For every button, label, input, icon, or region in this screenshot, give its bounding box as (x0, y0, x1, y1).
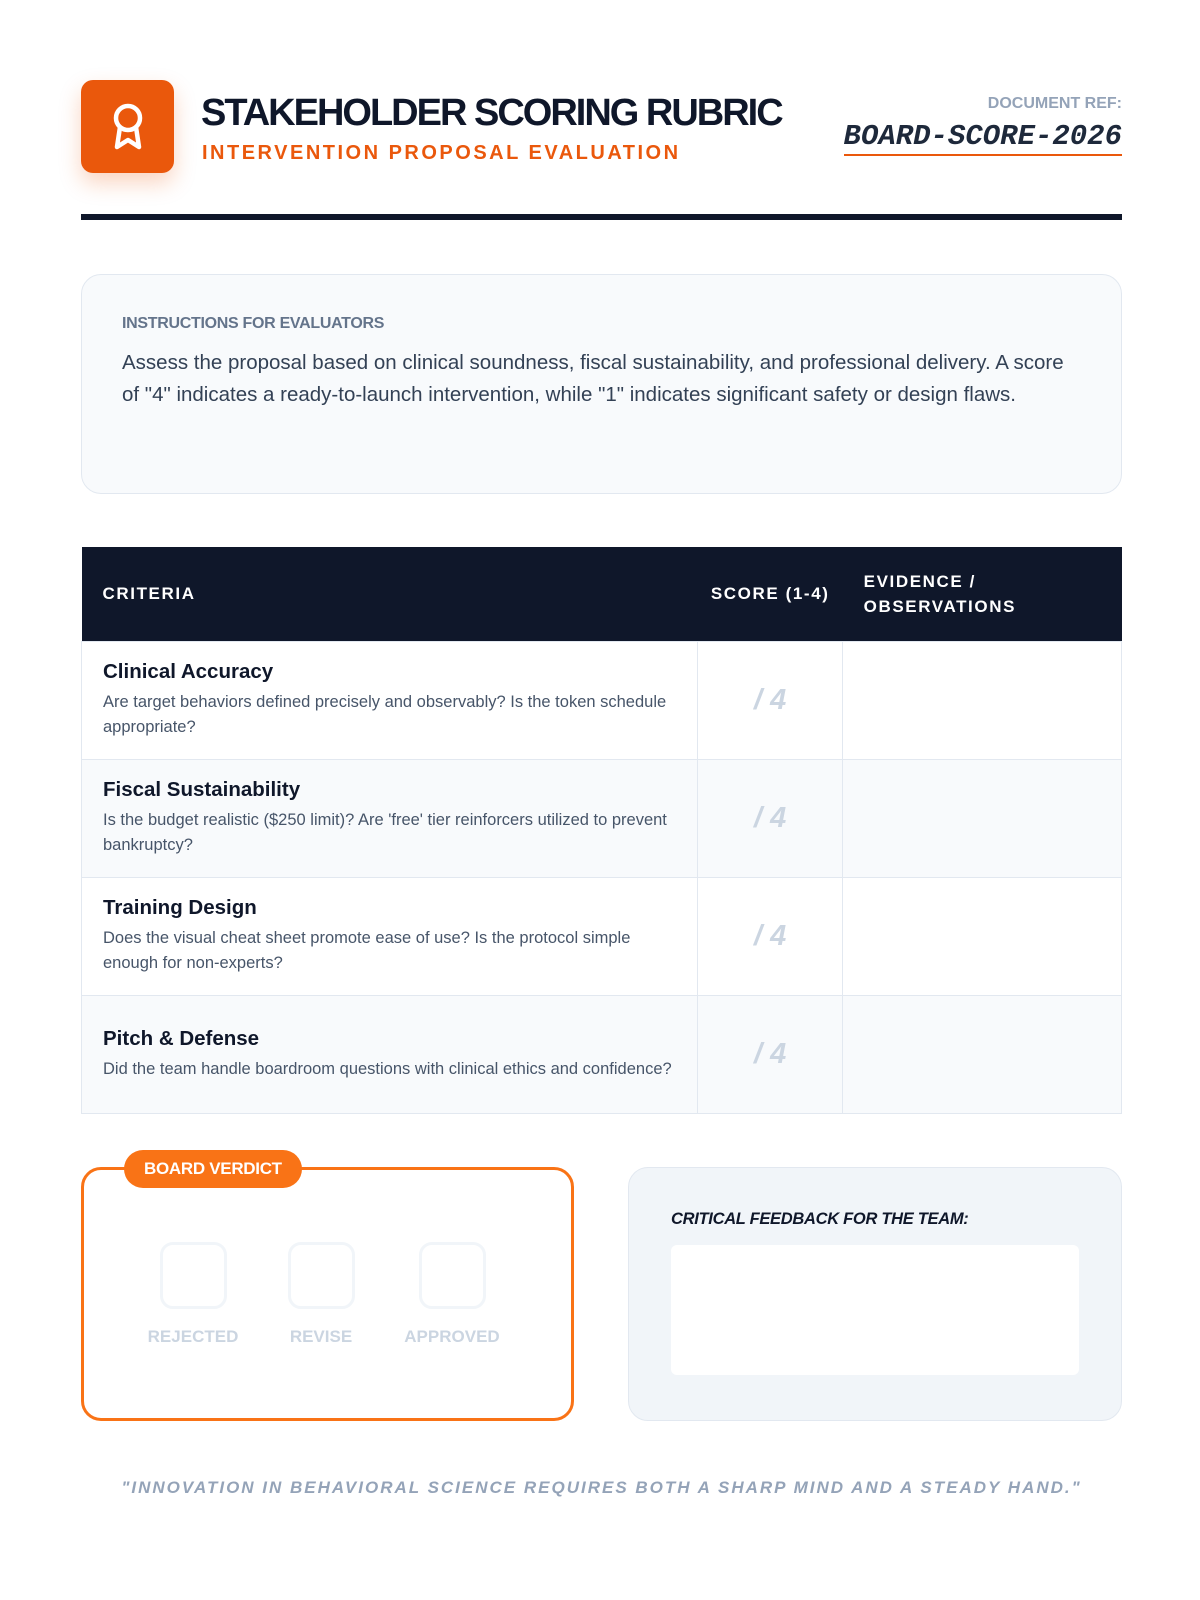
evidence-field[interactable] (843, 641, 1122, 759)
criteria-description: Is the budget realistic ($250 limit)? Are 'free' tier reinforcers utilized to prevent bankruptcy? (103, 811, 667, 854)
score-field[interactable]: / 4 (698, 877, 843, 995)
criteria-cell (82, 877, 698, 995)
criteria-description: Are target behaviors defined precisely and observably? Is the token schedule appropriate? (103, 693, 667, 736)
header-score: SCORE (1-4) (698, 547, 843, 641)
rubric-page (81, 80, 1122, 1497)
criteria-name: Fiscal Sustainability (103, 778, 301, 801)
instructions-panel (81, 274, 1122, 494)
criteria-name: Training Design (103, 896, 257, 919)
feedback-title: CRITICAL FEEDBACK FOR THE TEAM: (671, 1210, 969, 1228)
evidence-field[interactable] (843, 995, 1122, 1113)
score-field[interactable]: / 4 (698, 759, 843, 877)
criteria-name: Pitch & Defense (103, 1026, 260, 1050)
doc-ref-label: DOCUMENT REF: (987, 95, 1122, 112)
scoring-table (81, 547, 1122, 1114)
document-header (81, 80, 1122, 220)
evidence-field[interactable] (843, 759, 1122, 877)
rejected-label: REJECTED (147, 1327, 239, 1346)
criteria-description: Does the visual cheat sheet promote ease of use? Is the protocol simple enough for non-experts? (103, 929, 631, 972)
rejected-checkbox[interactable] (160, 1242, 227, 1309)
verdict-option-approved[interactable] (402, 1242, 502, 1347)
page-subtitle: INTERVENTION PROPOSAL EVALUATION (202, 142, 681, 164)
feedback-panel (628, 1167, 1122, 1421)
instructions-title: INSTRUCTIONS FOR EVALUATORS (122, 315, 385, 332)
verdict-option-rejected[interactable] (143, 1242, 243, 1347)
score-field[interactable]: / 4 (698, 995, 843, 1113)
award-ribbon-icon (109, 102, 147, 152)
revise-checkbox[interactable] (288, 1242, 355, 1309)
header-criteria: CRITERIA (82, 547, 698, 641)
page-title: STAKEHOLDER SCORING RUBRIC (201, 92, 782, 134)
criteria-cell (82, 995, 698, 1113)
approved-label: APPROVED (404, 1327, 500, 1346)
table-row (82, 641, 1122, 759)
score-field[interactable]: / 4 (698, 641, 843, 759)
board-verdict-panel (81, 1159, 574, 1421)
table-row (82, 995, 1122, 1113)
criteria-description: Did the team handle boardroom questions with clinical ethics and confidence? (103, 1059, 672, 1078)
evidence-field[interactable] (843, 877, 1122, 995)
doc-ref-value: BOARD-SCORE-2026 (844, 120, 1122, 156)
logo-badge (81, 80, 174, 173)
verdict-option-revise[interactable] (271, 1242, 371, 1347)
criteria-cell (82, 759, 698, 877)
table-row (82, 759, 1122, 877)
header-divider (81, 214, 1122, 220)
header-evidence: EVIDENCE / OBSERVATIONS (843, 547, 1122, 641)
criteria-name: Clinical Accuracy (103, 660, 274, 683)
instructions-body: Assess the proposal based on clinical soundness, fiscal sustainability, and professional delivery. A score of "4" indicates a ready-to-launch intervention, while "1" indicates significant safety or design flaws. (122, 351, 1064, 406)
criteria-cell (82, 641, 698, 759)
footer-quote: "INNOVATION IN BEHAVIORAL SCIENCE REQUIRES BOTH A SHARP MIND AND A STEADY HAND." (121, 1478, 1082, 1497)
feedback-textarea[interactable] (671, 1245, 1079, 1375)
table-header-row (82, 547, 1122, 641)
revise-label: REVISE (289, 1327, 353, 1346)
approved-checkbox[interactable] (419, 1242, 486, 1309)
board-verdict-tag: BOARD VERDICT (124, 1150, 302, 1188)
table-row (82, 877, 1122, 995)
